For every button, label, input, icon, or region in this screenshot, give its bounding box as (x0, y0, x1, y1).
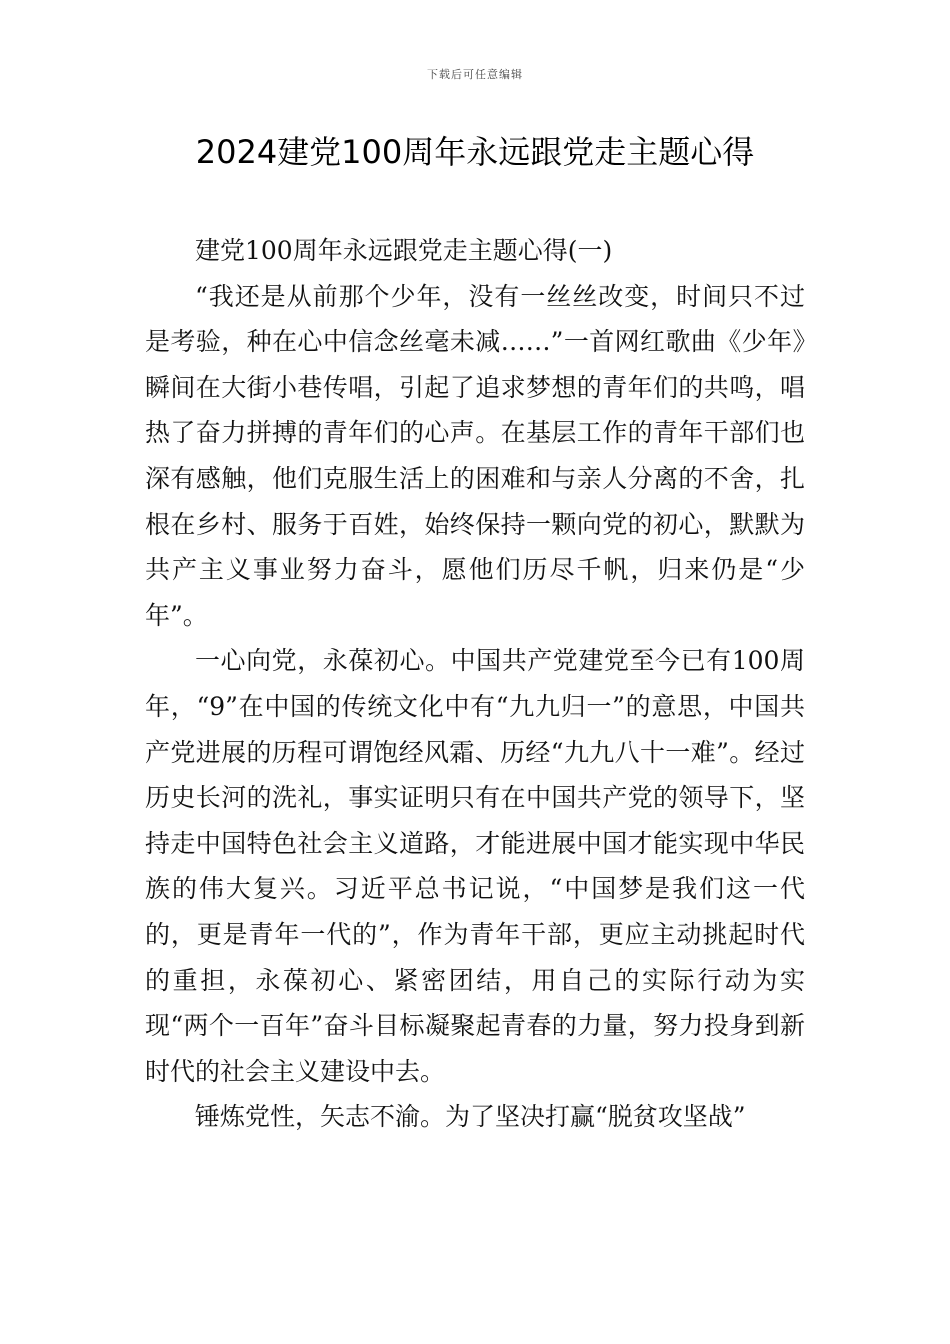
page-header-note: 下载后可任意编辑 (427, 68, 523, 81)
document-body (145, 228, 805, 1140)
section-subtitle: 建党100周年永远跟党走主题心得(一) (195, 236, 613, 265)
paragraph: 一心向党，永葆初心。中国共产党建党至今已有100周年，“9”在中国的传统文化中有“九九归一”的意思，中国共产党进展的历程可谓饱经风霜、历经“九九八十一难”。经过历史长河的洗礼，事实证明只有在中国共产党的领导下，坚持走中国特色社会主义道路，才能进展中国才能实现中华民族的伟大复兴。习近平总书记说，“中国梦是我们这一代的，更是青年一代的”，作为青年干部，更应主动挑起时代的重担，永葆初心、紧密团结，用自己的实际行动为实现“两个一百年”奋斗目标凝聚起青春的力量，努力投身到新时代的社会主义建设中去。 (145, 646, 805, 1086)
paragraph: 锤炼党性，矢志不渝。为了坚决打赢“脱贫攻坚战” (195, 1102, 746, 1132)
paragraph: “我还是从前那个少年，没有一丝丝改变，时间只不过是考验，种在心中信念丝毫未减……”一首网红歌曲《少年》瞬间在大街小巷传唱，引起了追求梦想的青年们的共鸣，唱热了奋力拼搏的青年们的心声。在基层工作的青年干部们也深有感触，他们克服生活上的困难和与亲人分离的不舍，扎根在乡村、服务于百姓，始终保持一颗向党的初心，默默为共产主义事业努力奋斗，愿他们历尽千帆，归来仍是“少年”。 (145, 281, 805, 630)
document-title: 2024建党100周年永远跟党走主题心得 (195, 133, 755, 171)
